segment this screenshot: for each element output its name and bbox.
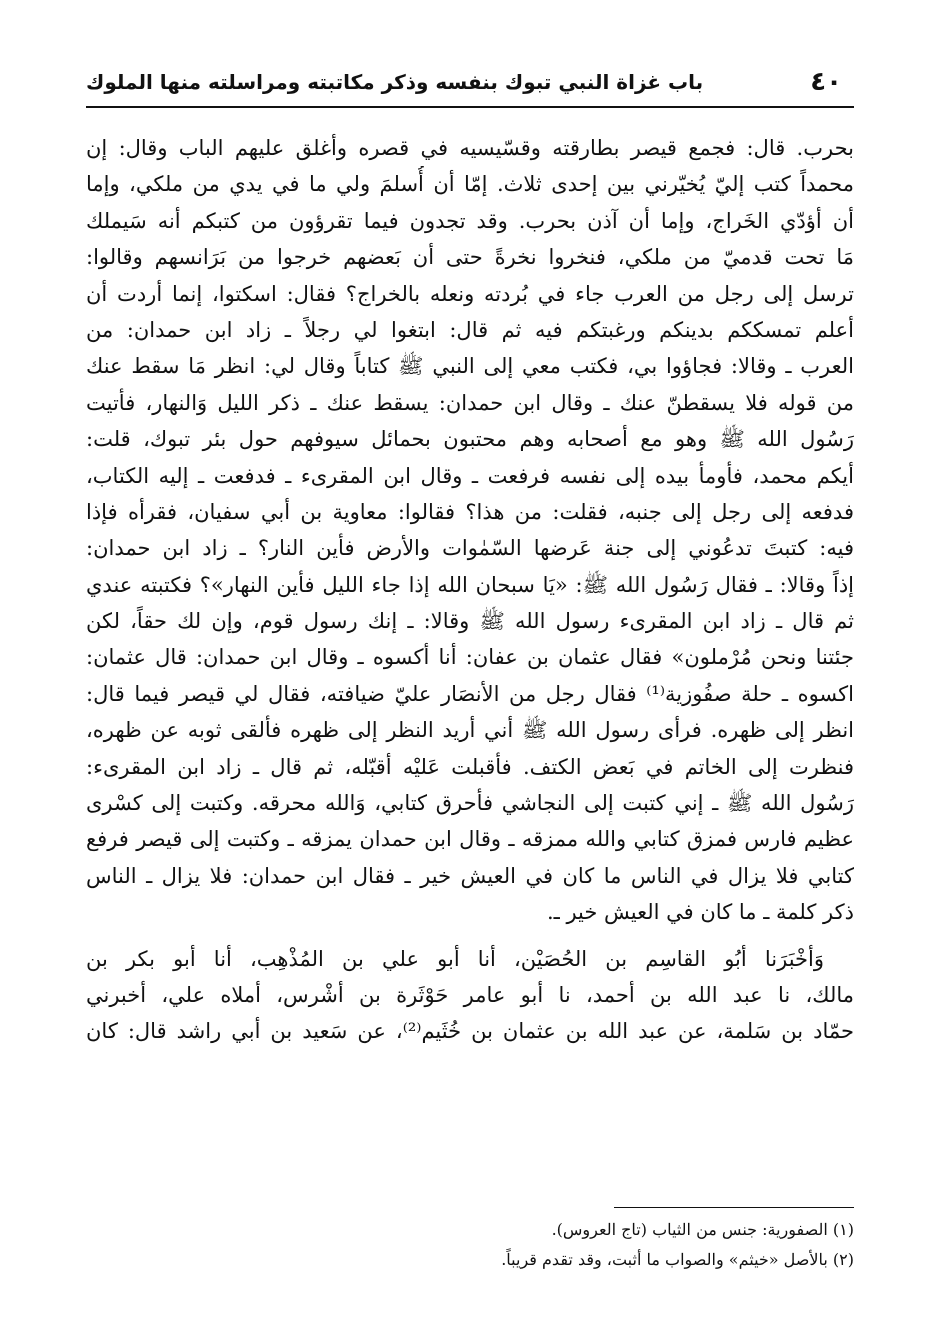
text-line: أن أؤدّي الخَراج، وإما أن آذن بحرب. وقد تجدون فيما تقرؤون من كتبكم أنه سَيملك — [86, 208, 854, 233]
text-line: فنظرت إلى الخاتم في بَعض الكتف. فأقبلت عَليْه أقبّله، ثم قال ـ زاد ابن المقرىء: — [86, 754, 854, 779]
running-title: باب غزاة النبي تبوك بنفسه وذكر مكاتبته ومراسلته منها الملوك — [86, 70, 704, 94]
footnote-divider — [614, 1207, 854, 1208]
text-line: رَسُول الله ﷺ وهو مع أصحابه وهم محتبون بحمائل سيوفهم حول بئر تبوك، قلت: — [86, 427, 854, 452]
text-line: اكسوه ـ حلة صفُوزية⁽¹⁾ فقال رجل من الأنصَار عليّ ضيافته، فقال لي قيصر فيما قال: — [86, 681, 854, 706]
text-line: جئتنا ونحن مُرْملون» فقال عثمان بن عفان: أنا أكسوه ـ وقال ابن حمدان: قال عثمان: — [86, 645, 854, 670]
text-line: إذاً وقالا: ـ فقال رَسُول الله ﷺ: «يَا سبحان الله إذا جاء الليل فأين النهار»؟ فكتبته عندي — [86, 572, 854, 597]
text-line: مالك، نا عبد الله بن أحمد، نا أبو عامر حَوْثَرة بن أشْرس، أملاه علي، أخبرني — [86, 982, 854, 1007]
text-line: عظيم فارس فمزق كتابي والله ممزقه ـ وقال ابن حمدان يمزقه ـ وكتبت إلى قيصر فرفع — [86, 827, 854, 852]
text-line: محمداً كتب إليّ يُخيّرني بين إحدى ثلاث. إمّا أن أُسلمَ ولي ما في يدي من ملكي، وإما — [86, 172, 854, 197]
page-number: ٤٠ — [810, 67, 842, 97]
text-line: رَسُول الله ﷺ ـ إني كتبت إلى النجاشي فأحرق كتابي، وَالله محرقه. وكتبت إلى كسْرى — [86, 791, 854, 816]
footnotes — [86, 1215, 854, 1275]
text-line: كتابي فلا يزال في الناس ما كان في العيش خير ـ فقال ابن حمدان: فلا يزال ـ الناس — [86, 863, 854, 888]
text-line: ثم قال ـ زاد ابن المقرىء رسول الله ﷺ وقالا: ـ إنك رسول قوم، وإن لك حقاً، لكن — [86, 609, 854, 634]
footnote: (١) الصفورية: جنس من الثياب (تاج العروس). — [551, 1220, 854, 1239]
footnote: (٢) بالأصل «خيثم» والصواب ما أثبت، وقد تقدم قريباً. — [501, 1250, 854, 1269]
text-line: فيه: كتبتَ تدعُوني إلى جنة عَرضها السّمٰوات والأرض فأين النار؟ ـ زاد ابن حمدان: — [86, 536, 854, 561]
text-line: بحرب. قال: فجمع قيصر بطارقته وقسّيسيه في قصره وأغلق عليهم الباب وقال: إن — [86, 136, 854, 160]
text-line: انظر إلى ظهره. فرأى رسول الله ﷺ أني أريد النظر إلى ظهره فألقى ثوبه عن ظهره، — [86, 718, 854, 743]
text-line: أيكم محمد، فأومأ بيده إلى نفسه فرفعت ـ وقال ابن المقرىء ـ فدفعت ـ إليه الكتاب، — [86, 463, 854, 488]
text-line: العرب ـ وقالا: فجاؤوا بي، فكتب معي إلى النبي ﷺ كتاباً وقال لي: انظر مَا سقط عنك — [86, 354, 854, 379]
text-line: ترسل إلى رجل من العرب جاء في بُردته ونعله بالخراج؟ فقال: اسكتوا، إنما أردت أن — [86, 281, 854, 306]
text-line: حمّاد بن سَلمة، عن عبد الله بن عثمان بن خُثَيم⁽²⁾، عن سَعيد بن أبي راشد قال: كان — [86, 1019, 854, 1044]
text-line: أعلم تمسككم بدينكم ورغبتكم فيه ثم قال: ابتغوا لي رجلاً ـ زاد ابن حمدان: من — [86, 317, 854, 342]
text-line: وَأخْبَرَنا أبُو القاسِم بن الحُصَيْن، أنا أبو علي بن المُذْهِب، أنا أبو بكر بن — [86, 946, 824, 971]
text-line: من قوله فلا يسقطنّ عنك ـ وقال ابن حمدان: يسقط عنك ـ ذكر الليل وَالنهار، فأتيت — [86, 390, 854, 415]
text-line: فدفعه إلى رجل إلى جنبه، فقلت: من هذا؟ فقالوا: معاوية بن أبي سفيان، فقرأه فإذا — [86, 499, 854, 524]
text-line: مَا تحت قدميّ من ملكي، فنخروا نخرةً حتى أن بَعضهم خرجوا من بَرَانسهم وقالوا: — [86, 245, 854, 270]
text-line: ذكر كلمة ـ ما كان في العيش خير ـ. — [546, 900, 854, 925]
header-divider — [86, 106, 854, 108]
main-text — [86, 130, 854, 1050]
page-header — [86, 62, 854, 106]
